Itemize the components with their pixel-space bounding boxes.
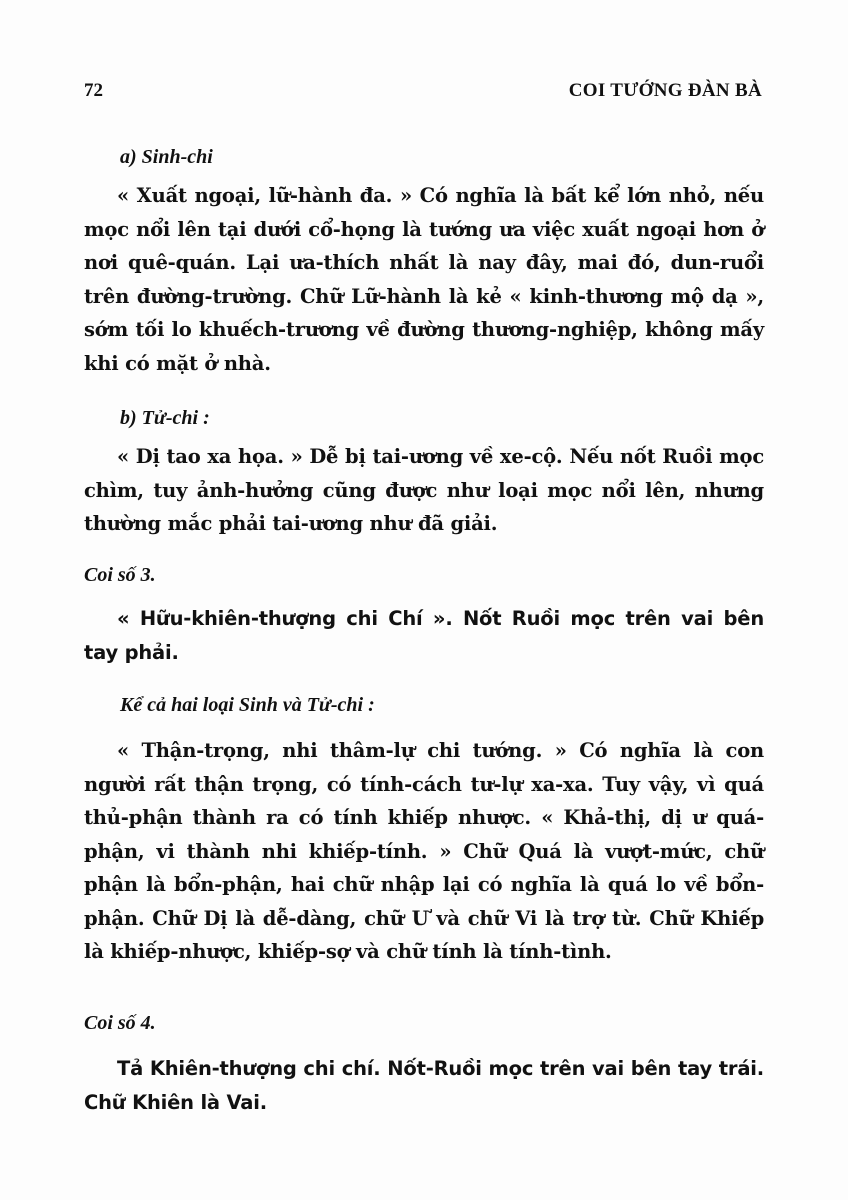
coi-so-3-heading: Coi số 3. <box>84 564 156 586</box>
both-types-heading: Kể cả hai loại Sinh và Tử-chi : <box>120 694 375 716</box>
section-b-heading: b) Tử-chi : <box>120 407 210 429</box>
coi-so-4-paragraph: Tả Khiên-thượng chi chí. Nốt-Ruồi mọc trên vai bên tay trái. Chữ Khiên là Vai. <box>84 1057 764 1114</box>
running-title: COI TƯỚNG ĐÀN BÀ <box>568 80 762 101</box>
both-types-paragraph: « Thận-trọng, nhi thâm-lự chi tướng. » Có nghĩa là con người rất thận trọng, có tính-cách tư-lự xa-xa. Tuy vậy, vì quá thủ-phận thành ra có tính khiếp nhược. « Khả-thị, dị ư quá-phận, vi thành nhi khiếp-tính. » Chữ Quá là vượt-mức, chữ phận là bổn-phận, hai chữ nhập lại có nghĩa là quá lo về bổn-phận. Chữ Dị là dễ-dàng, chữ Ư và chữ Vi là trợ từ. Chữ Khiếp là khiếp-nhược, khiếp-sợ và chữ tính là tính-tình. <box>84 739 764 963</box>
page-number: 72 <box>84 80 103 101</box>
section-a-heading: a) Sinh-chi <box>120 146 213 168</box>
coi-so-3-paragraph: « Hữu-khiên-thượng chi Chí ». Nốt Ruồi mọc trên vai bên tay phải. <box>84 607 764 664</box>
section-a-paragraph: « Xuất ngoại, lữ-hành đa. » Có nghĩa là bất kể lớn nhỏ, nếu mọc nổi lên tại dưới cổ-họng là tướng ưa việc xuất ngoại hơn ở nơi quê-quán. Lại ưa-thích nhất là nay đây, mai đó, dun-ruổi trên đường-trường. Chữ Lữ-hành là kẻ « kinh-thương mộ dạ », sớm tối lo khuếch-trương về đường thương-nghiệp, không mấy khi có mặt ở nhà. <box>84 184 764 375</box>
section-b-paragraph: « Dị tao xa họa. » Dễ bị tai-ương về xe-cộ. Nếu nốt Ruồi mọc chìm, tuy ảnh-hưởng cũng được như loại mọc nổi lên, nhưng thường mắc phải tai-ương như đã giải. <box>84 445 764 535</box>
coi-so-4-heading: Coi số 4. <box>84 1012 156 1034</box>
